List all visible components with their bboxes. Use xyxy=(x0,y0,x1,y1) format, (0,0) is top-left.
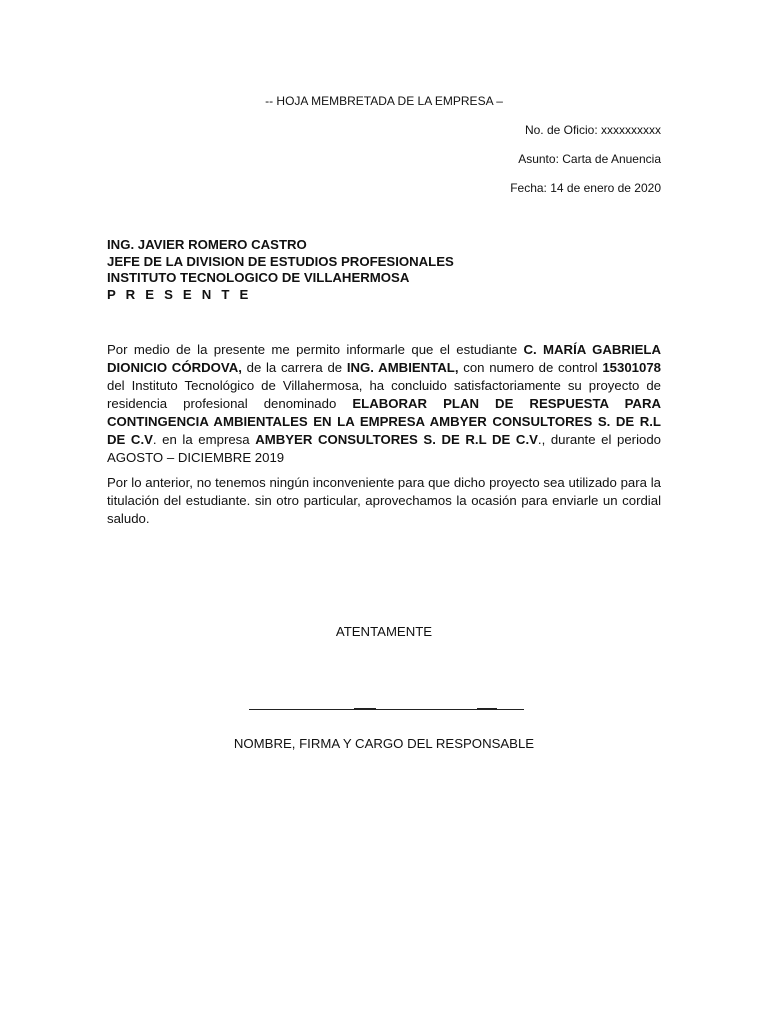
p1-text-5: . en la empresa xyxy=(152,432,256,447)
body-paragraph-1 xyxy=(107,341,661,467)
addressee-institution: INSTITUTO TECNOLOGICO DE VILLAHERMOSA xyxy=(107,270,410,285)
company-name: AMBYER CONSULTORES S. DE R.L DE C.V xyxy=(255,432,538,447)
addressee-name: ING. JAVIER ROMERO CASTRO xyxy=(107,237,307,252)
signature-line-segment xyxy=(354,708,376,710)
letterhead-placeholder: -- HOJA MEMBRETADA DE LA EMPRESA – xyxy=(265,94,503,108)
asunto-label: Asunto: xyxy=(518,152,559,166)
signature-line xyxy=(249,709,524,710)
p1-text-2: de la carrera de xyxy=(241,360,347,375)
fecha-value: 14 de enero de 2020 xyxy=(550,181,661,195)
asunto-line xyxy=(518,152,661,166)
student-name: C. MARÍA GABRIELA DIONICIO CÓRDOVA, xyxy=(107,342,661,375)
p1-text-4: del Instituto Tecnológico de Villahermosa, ha concluido satisfactoriamente su proyecto de residencia profesional denominado xyxy=(107,378,661,411)
fecha-line xyxy=(510,181,661,195)
asunto-value: Carta de Anuencia xyxy=(562,152,661,166)
control-number: 15301078 xyxy=(602,360,661,375)
addressee-presente: P R E S E N T E xyxy=(107,286,252,302)
addressee-position: JEFE DE LA DIVISION DE ESTUDIOS PROFESIONALES xyxy=(107,253,454,269)
career-name: ING. AMBIENTAL, xyxy=(346,360,459,375)
addressee-block xyxy=(107,237,454,303)
oficio-number xyxy=(525,123,661,137)
p1-text-3: con numero de control xyxy=(458,360,603,375)
p1-text-1: Por medio de la presente me permito informarle que el estudiante xyxy=(107,342,524,357)
oficio-label: No. de Oficio: xyxy=(524,123,598,137)
signature-line-segment xyxy=(477,708,497,710)
project-title: ELABORAR PLAN DE RESPUESTA PARA CONTINGENCIA AMBIENTALES EN LA EMPRESA AMBYER CONSULTORES S. DE R.L DE C.V xyxy=(107,396,661,447)
fecha-label: Fecha: xyxy=(510,181,547,195)
oficio-value: xxxxxxxxxx xyxy=(601,123,661,137)
p1-text-6: ., durante el periodo AGOSTO – DICIEMBRE 2019 xyxy=(107,432,662,465)
body-paragraph-2: Por lo anterior, no tenemos ningún inconveniente para que dicho proyecto sea utilizado para la titulación del estudiante. sin otro particular, aprovechamos la ocasión para enviarle un cordial saludo. xyxy=(107,475,661,526)
signature-caption: NOMBRE, FIRMA Y CARGO DEL RESPONSABLE xyxy=(233,736,535,751)
closing-atentamente: ATENTAMENTE xyxy=(335,624,433,639)
